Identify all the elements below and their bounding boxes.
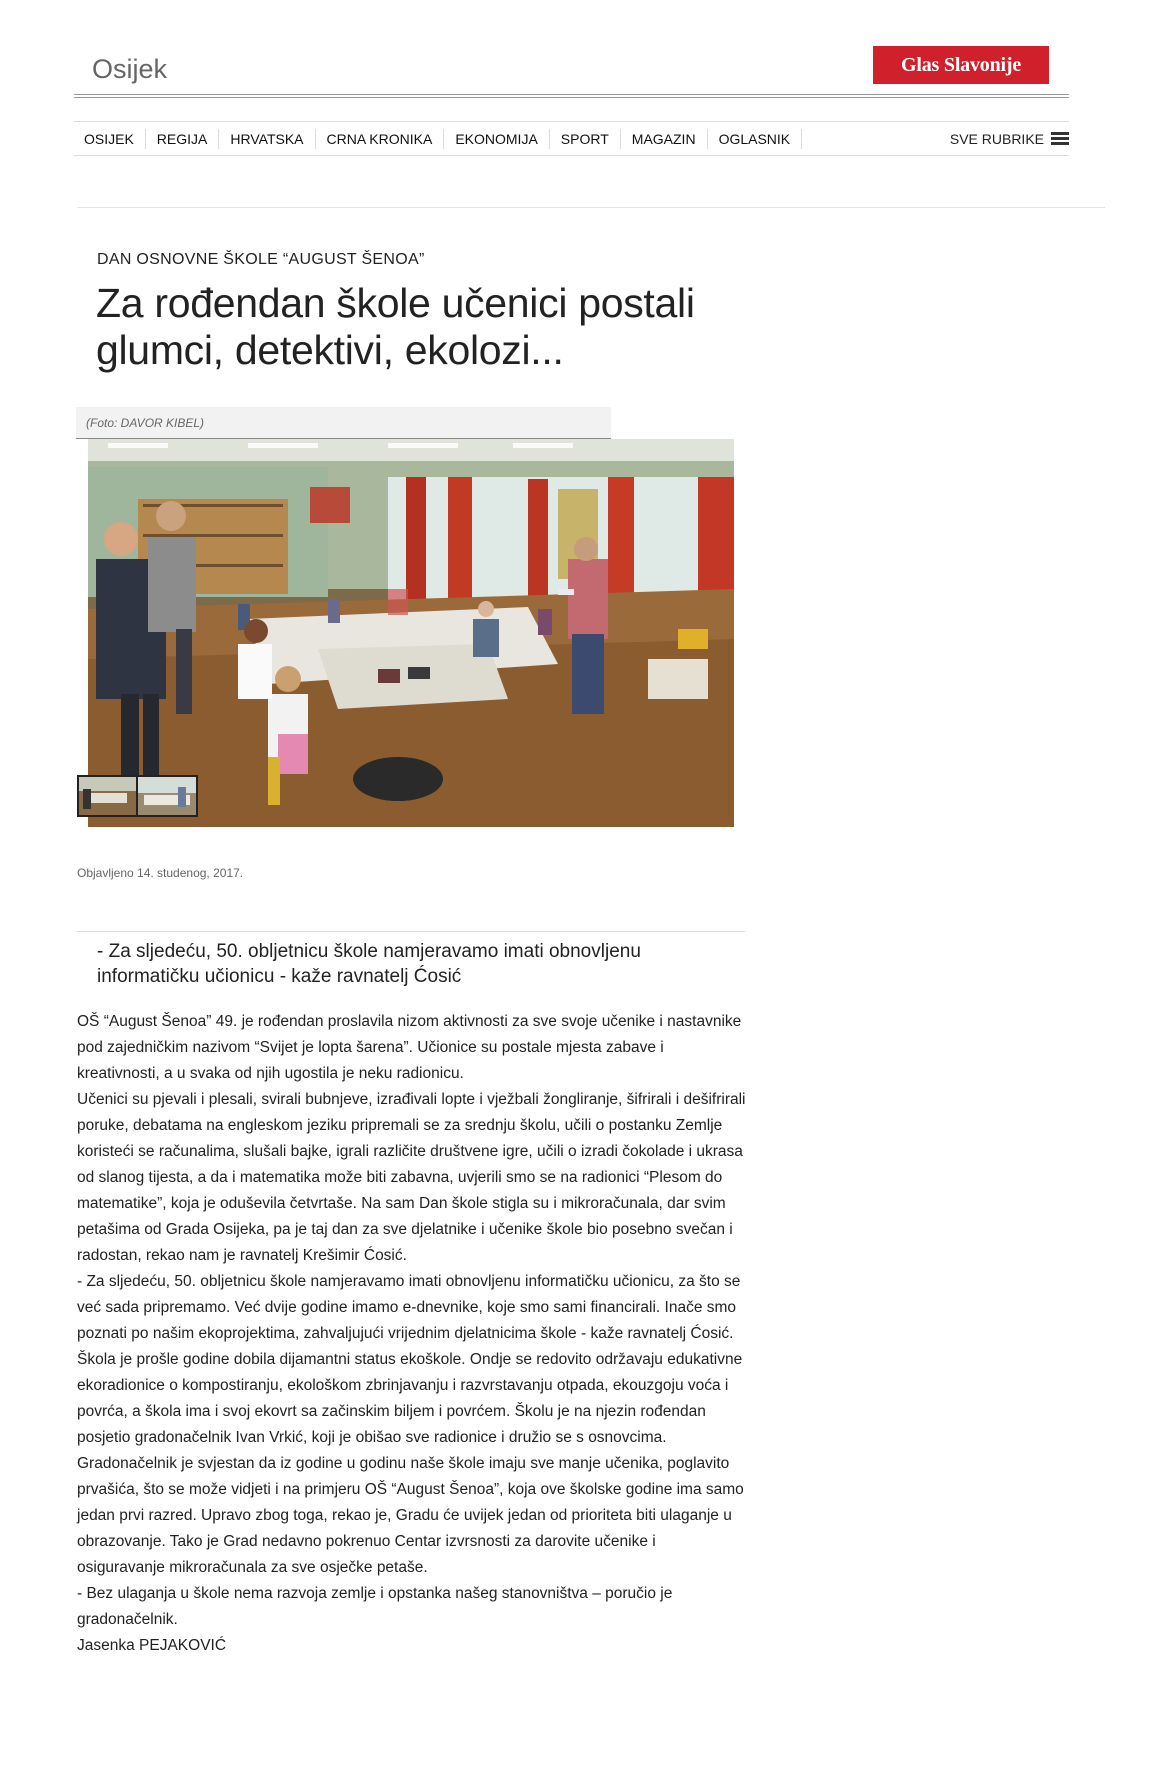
- nav-item-oglasnik[interactable]: OGLASNIK: [708, 129, 803, 149]
- site-logo[interactable]: Glas Slavonije: [873, 46, 1049, 84]
- nav-item-osijek[interactable]: OSIJEK: [74, 129, 146, 149]
- article-kicker: DAN OSNOVNE ŠKOLE “AUGUST ŠENOA”: [97, 251, 425, 268]
- body-paragraph: OŠ “August Šenoa” 49. je rođendan proslavila nizom aktivnosti za sve svoje učenike i nastavnike pod zajedničkim nazivom “Svijet je lopta šarena”. Učionice su postale mjesta zabave i kreativnosti, a u svaka od njih ugostila je neku radionicu.: [77, 1013, 742, 1082]
- lead-divider: [77, 931, 745, 932]
- nav-item-magazin[interactable]: MAGAZIN: [621, 129, 708, 149]
- nav-item-sport[interactable]: SPORT: [550, 129, 621, 149]
- body-paragraph: Učenici su pjevali i plesali, svirali bubnjeve, izrađivali lopte i vježbali žongliranje, šifrirali i dešifrirali poruke, debatama na engleskom jeziku pripremali se za srednju školu, učili o postanku Zemlje koristeći se računalima, slušali bajke, igrali različite društvene igre, učili o izradi čokolade i ukrasa od slanog tijesta, a da i matematika može biti zabavna, uvjerili smo se na radionici “Plesom do matematike”, koja je oduševila četvrtaše. Na sam Dan škole stigla su i mikroračunala, dar svim petašima od Grada Osijeka, pa je taj dan za sve djelatnike i učenike škole bio posebno svečan i radostan, rekao nam je ravnatelj Krešimir Ćosić.: [77, 1091, 746, 1264]
- hamburger-menu-icon: [1051, 130, 1069, 147]
- header-divider: [74, 94, 1069, 98]
- all-sections-button[interactable]: [950, 122, 1069, 155]
- site-header: [74, 44, 1069, 100]
- publish-date: Objavljeno 14. studenog, 2017.: [77, 866, 244, 880]
- nav-item-ekonomija[interactable]: EKONOMIJA: [444, 129, 549, 149]
- all-sections-label: SVE RUBRIKE: [949, 130, 1044, 147]
- nav-item-regija[interactable]: REGIJA: [146, 129, 220, 149]
- article-author: Jasenka PEJAKOVIĆ: [77, 1637, 227, 1654]
- body-paragraph: - Bez ulaganja u škole nema razvoja zemlje i opstanka našeg stanovništva – poručio je gradonačelnik.: [77, 1585, 673, 1628]
- gallery-thumbnail-1[interactable]: [77, 775, 139, 817]
- nav-item-hrvatska[interactable]: HRVATSKA: [219, 129, 315, 149]
- classroom-photo[interactable]: [88, 439, 734, 827]
- article-lead: - Za sljedeću, 50. obljetnicu škole namjeravamo imati obnovljenu informatičku učionicu - kaže ravnatelj Ćosić: [97, 941, 641, 987]
- article-body: [77, 1009, 747, 1659]
- gallery-thumbnail-2[interactable]: [136, 775, 198, 817]
- main-navigation: [74, 121, 1069, 156]
- body-paragraph: - Za sljedeću, 50. obljetnicu škole namjeravamo imati obnovljenu informatičku učionicu, za što se već sada pripremamo. Već dvije godine imamo e-dnevnike, koje smo sami financirali. Inače smo poznati po našim ekoprojektima, zahvaljujući vrijednim djelatnicima škole - kaže ravnatelj Ćosić. Škola je prošle godine dobila dijamantni status ekoškole. Ondje se redovito održavaju edukativne ekoradionice o kompostiranju, ekološkom zbrinjavanju i razvrstavanju otpada, ekouzgoju voća i povrća, a škola ima i svoj ekovrt sa začinskim biljem i povrćem. Školu je na njezin rođendan posjetio gradonačelnik Ivan Vrkić, koji je obišao sve radionice i družio se s osnovcima. Gradonačelnik je svjestan da iz godine u godinu naše škole imaju sve manje učenika, poglavito prvašića, što se može vidjeti i na primjeru OŠ “August Šenoa”, koja ove školske godine ima samo jedan prvi razred. Upravo zbog toga, rekao je, Gradu će uvijek jedan od prioriteta biti ulaganje u obrazovanje. Tako je Grad nedavno pokrenuo Centar izvrsnosti za darovite učenike i osiguravanje mikroračunala za sve osječke petaše.: [77, 1273, 744, 1576]
- photo-caption-bar: [76, 407, 611, 439]
- nav-item-crna-kronika[interactable]: CRNA KRONIKA: [316, 129, 445, 149]
- photo-gallery: [76, 407, 734, 827]
- section-divider: [77, 207, 1105, 208]
- city-title[interactable]: Osijek: [92, 54, 168, 84]
- photo-caption: (Foto: DAVOR KIBEL): [86, 416, 205, 430]
- article-title: Za rođendan škole učenici postali glumci, detektivi, ekolozi...: [96, 280, 695, 373]
